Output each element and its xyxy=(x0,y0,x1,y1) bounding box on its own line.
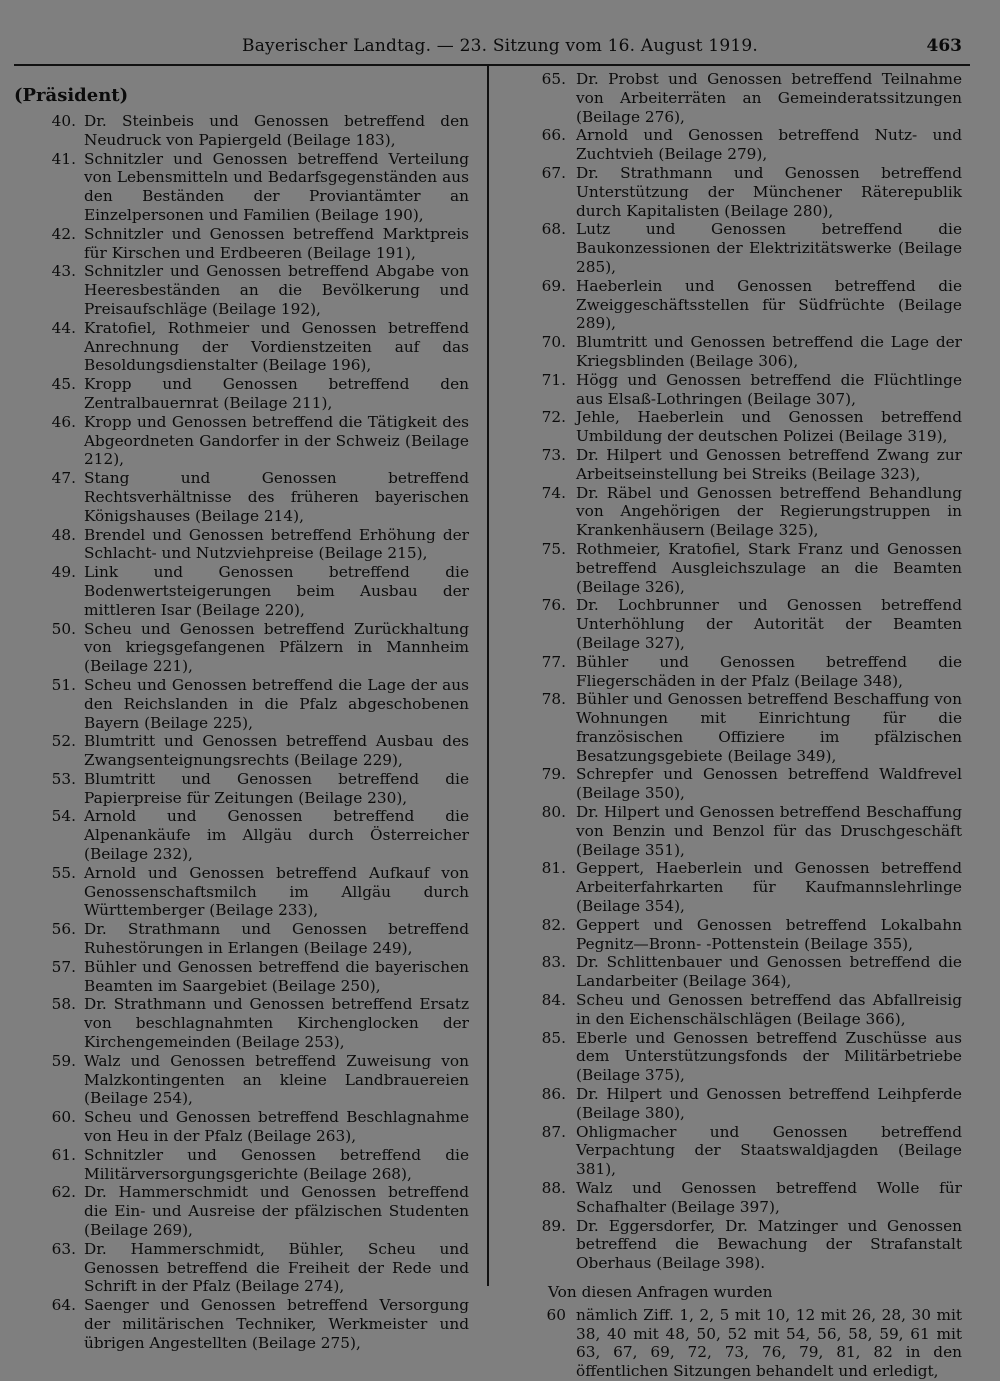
right-entry-list xyxy=(510,70,962,1273)
entry-item xyxy=(14,920,469,958)
entry-number: 72. xyxy=(541,408,566,427)
entry-text: Geppert und Genossen betreffend Lokalbahn Pegnitz—Bronn- -Pottenstein (Beilage 355), xyxy=(576,915,962,953)
entry-number: 65. xyxy=(541,70,566,88)
entry-text: Arnold und Genossen betreffend Aufkauf von Genossenschaftsmilch im Allgäu durch Württemberger (Beilage 233), xyxy=(84,863,469,920)
entry-item xyxy=(14,563,469,619)
entry-number: 42. xyxy=(51,224,76,243)
entry-item xyxy=(510,446,962,484)
entry-text: Ohligmacher und Genossen betreffend Verpachtung der Staatswaldjagden (Beilage 381), xyxy=(576,1122,962,1179)
entry-number: 41. xyxy=(51,149,76,168)
entry-number: 75. xyxy=(541,539,566,558)
entry-number: 64. xyxy=(51,1296,76,1315)
entry-text: Brendel und Genossen betreffend Erhöhung der Schlacht- und Nutzviehpreise (Beilage 215), xyxy=(84,525,469,563)
entry-text: Dr. Strathmann und Genossen betreffend Ruhestörungen in Erlangen (Beilage 249), xyxy=(84,920,469,958)
entry-text: Dr. Eggersdorfer, Dr. Matzinger und Genossen betreffend die Bewachung der Strafanstalt Oberhaus (Beilage 398). xyxy=(576,1216,962,1273)
entry-item xyxy=(14,1240,469,1296)
entry-item xyxy=(14,225,469,263)
entry-item xyxy=(510,220,962,276)
entry-text: Dr. Strathmann und Genossen betreffend Unterstützung der Münchener Räterepublik durch Kapitalisten (Beilage 280), xyxy=(576,163,962,220)
entry-text: Scheu und Genossen betreffend Zurückhaltung von kriegsgefangenen Pfälzern in Mannheim (Beilage 221), xyxy=(84,619,469,676)
entry-number: 56. xyxy=(51,920,76,939)
entry-item xyxy=(14,112,469,150)
entry-number: 86. xyxy=(541,1085,566,1104)
entry-item xyxy=(510,484,962,540)
entry-text: Dr. Lochbrunner und Genossen betreffend Unterhöhlung der Autorität der Beamten (Beilage 327), xyxy=(576,596,962,652)
entry-text: Dr. Hilpert und Genossen betreffend Zwang zur Arbeitseinstellung bei Streiks (Beilage 323), xyxy=(576,445,962,483)
entry-number: 89. xyxy=(541,1216,566,1235)
entry-number: 44. xyxy=(51,318,76,337)
entry-number: 78. xyxy=(541,690,566,709)
entry-item xyxy=(14,732,469,770)
entry-text: Dr. Hilpert und Genossen betreffend Beschaffung von Benzin und Benzol für das Druschgeschäft (Beilage 351), xyxy=(576,803,962,859)
entry-item xyxy=(510,277,962,333)
entry-number: 80. xyxy=(541,803,566,822)
entry-item xyxy=(510,1029,962,1085)
entry-text: Blumtritt und Genossen betreffend Ausbau des Zwangsenteignungsrechts (Beilage 229), xyxy=(84,732,469,770)
entry-item xyxy=(14,526,469,564)
entry-number: 57. xyxy=(51,957,76,976)
entry-item xyxy=(510,859,962,915)
entry-text: Scheu und Genossen betreffend die Lage der aus den Reichslanden in die Pfalz abgeschobenen Bayern (Beilage 225), xyxy=(84,675,469,732)
entry-item xyxy=(510,333,962,371)
entry-text: Schnitzler und Genossen betreffend Verteilung von Lebensmitteln und Bedarfsgegenständen aus den Beständen der Proviantämter an Einzelpersonen und Familien (Beilage 190), xyxy=(84,149,469,224)
entry-number: 55. xyxy=(51,863,76,882)
entry-number: 43. xyxy=(51,262,76,281)
entry-text: Scheu und Genossen betreffend das Abfallreisig in den Eichenschälschlägen (Beilage 366), xyxy=(576,991,962,1028)
entry-item xyxy=(14,469,469,525)
entry-number: 40. xyxy=(51,112,76,130)
entry-number: 76. xyxy=(541,596,566,615)
entry-item xyxy=(510,991,962,1029)
entry-item xyxy=(510,1085,962,1123)
left-column xyxy=(14,70,469,1353)
entry-text: Dr. Steinbeis und Genossen betreffend den Neudruck von Papiergeld (Beilage 183), xyxy=(84,112,469,149)
entry-text: Högg und Genossen betreffend die Flüchtlinge aus Elsaß-Lothringen (Beilage 307), xyxy=(576,370,962,408)
entry-item xyxy=(510,70,962,126)
entry-text: Dr. Probst und Genossen betreffend Teilnahme von Arbeiterräten an Gemeinderatssitzungen (Beilage 276), xyxy=(576,70,962,126)
column-divider xyxy=(487,66,489,1286)
entry-item xyxy=(510,1179,962,1217)
entry-number: 59. xyxy=(51,1051,76,1070)
entry-text: Schnitzler und Genossen betreffend die Militärversorgungsgerichte (Beilage 268), xyxy=(84,1145,469,1183)
entry-text: Schnitzler und Genossen betreffend Abgabe von Heeresbeständen an die Bevölkerung und Preisaufschläge (Beilage 192), xyxy=(84,262,469,318)
entry-number: 83. xyxy=(541,953,566,972)
entry-text: Dr. Hammerschmidt und Genossen betreffend die Ein- und Ausreise der pfälzischen Studenten (Beilage 269), xyxy=(84,1183,469,1240)
entry-item xyxy=(14,807,469,863)
entry-number: 85. xyxy=(541,1028,566,1047)
entry-number: 66. xyxy=(541,126,566,145)
entry-number: 47. xyxy=(51,469,76,488)
entry-text: Kropp und Genossen betreffend die Tätigkeit des Abgeordneten Gandorfer in der Schweiz (Beilage 212), xyxy=(84,412,469,469)
entry-text: Arnold und Genossen betreffend Nutz- und Zuchtvieh (Beilage 279), xyxy=(576,126,962,164)
entry-number: 45. xyxy=(51,375,76,394)
entry-text: Eberle und Genossen betreffend Zuschüsse aus dem Unterstützungsfonds der Militärbetriebe (Beilage 375), xyxy=(576,1028,962,1085)
entry-text: Jehle, Haeberlein und Genossen betreffend Umbildung der deutschen Polizei (Beilage 319), xyxy=(576,408,962,446)
entry-text: Walz und Genossen betreffend Zuweisung von Malzkontingenten an kleine Landbrauereien (Beilage 254), xyxy=(84,1051,469,1108)
entry-number: 48. xyxy=(51,525,76,544)
entry-text: Schnitzler und Genossen betreffend Marktpreis für Kirschen und Erdbeeren (Beilage 191), xyxy=(84,224,469,262)
entry-text: Lutz und Genossen betreffend die Baukonzessionen der Elektrizitätswerke (Beilage 285), xyxy=(576,220,962,276)
entry-number: 50. xyxy=(51,619,76,638)
entry-number: 79. xyxy=(541,765,566,784)
entry-item xyxy=(14,1052,469,1108)
summary-entry xyxy=(510,1306,962,1381)
entry-item xyxy=(14,995,469,1051)
entry-item xyxy=(510,953,962,991)
entry-text: Rothmeier, Kratofiel, Stark Franz und Genossen betreffend Ausgleichszulage an die Beamten (Beilage 326), xyxy=(576,539,962,596)
entry-number: 71. xyxy=(541,370,566,389)
summary-number: 60 xyxy=(546,1305,566,1324)
entry-number: 53. xyxy=(51,769,76,788)
entry-text: Dr. Hammerschmidt, Bühler, Scheu und Genossen betreffend die Freiheit der Rede und Schrift in der Pfalz (Beilage 274), xyxy=(84,1239,469,1296)
entry-text: Dr. Hilpert und Genossen betreffend Leihpferde (Beilage 380), xyxy=(576,1085,962,1122)
entry-item xyxy=(510,690,962,765)
entry-number: 58. xyxy=(51,995,76,1014)
entry-number: 77. xyxy=(541,652,566,671)
entry-text: Geppert, Haeberlein und Genossen betreffend Arbeiterfahrkarten für Kaufmannslehrlinge (Beilage 354), xyxy=(576,859,962,916)
entry-item xyxy=(510,540,962,596)
entry-text: Haeberlein und Genossen betreffend die Zweiggeschäftsstellen für Südfrüchte (Beilage 289), xyxy=(576,276,962,333)
right-column xyxy=(510,70,962,1381)
entry-number: 87. xyxy=(541,1122,566,1141)
entry-number: 81. xyxy=(541,859,566,878)
entry-item xyxy=(510,596,962,652)
entry-number: 63. xyxy=(51,1239,76,1258)
entry-item xyxy=(14,413,469,469)
entry-text: Dr. Strathmann und Genossen betreffend Ersatz von beschlagnahmten Kirchenglocken der Kirchengemeinden (Beilage 253), xyxy=(84,995,469,1052)
entry-item xyxy=(14,1296,469,1352)
entry-item xyxy=(510,126,962,164)
entry-number: 69. xyxy=(541,276,566,295)
summary-text: nämlich Ziff. 1, 2, 5 mit 10, 12 mit 26, 28, 30 mit 38, 40 mit 48, 50, 52 mit 54, 56, 58, 59, 61 mit 63, 67, 69, 72, 73, 76, 79, 81, 82 in den öffentlichen Sitzungen behandelt und erledigt, xyxy=(576,1305,962,1381)
entry-text: Schrepfer und Genossen betreffend Waldfrevel (Beilage 350), xyxy=(576,765,962,803)
entry-item xyxy=(14,1183,469,1239)
entry-item xyxy=(510,371,962,409)
entry-text: Bühler und Genossen betreffend die bayerischen Beamten im Saargebiet (Beilage 250), xyxy=(84,957,469,995)
entry-number: 67. xyxy=(541,163,566,182)
entry-text: Bühler und Genossen betreffend die Fliegerschäden in der Pfalz (Beilage 348), xyxy=(576,652,962,690)
entry-number: 49. xyxy=(51,563,76,582)
header-title: Bayerischer Landtag. — 23. Sitzung vom 16. August 1919. xyxy=(242,36,758,56)
entry-text: Bühler und Genossen betreffend Beschaffung von Wohnungen mit Einrichtung für die französischen Offiziere im pfälzischen Besatzungsgebiete (Beilage 349), xyxy=(576,690,962,765)
entry-number: 82. xyxy=(541,915,566,934)
page-number: 463 xyxy=(926,36,962,56)
entry-item xyxy=(14,770,469,808)
entry-text: Link und Genossen betreffend die Bodenwertsteigerungen beim Ausbau der mittleren Isar (Beilage 220), xyxy=(84,563,469,619)
header-rule xyxy=(14,64,970,66)
entry-item xyxy=(14,262,469,318)
entry-number: 68. xyxy=(541,220,566,239)
entry-text: Stang und Genossen betreffend Rechtsverhältnisse des früheren bayerischen Königshauses (Beilage 214), xyxy=(84,469,469,525)
entry-text: Scheu und Genossen betreffend Beschlagnahme von Heu in der Pfalz (Beilage 263), xyxy=(84,1108,469,1146)
entry-number: 62. xyxy=(51,1183,76,1202)
entry-number: 73. xyxy=(541,445,566,464)
entry-item xyxy=(510,653,962,691)
entry-item xyxy=(14,375,469,413)
entry-number: 84. xyxy=(541,991,566,1010)
entry-item xyxy=(14,150,469,225)
entry-text: Walz und Genossen betreffend Wolle für Schafhalter (Beilage 397), xyxy=(576,1179,962,1216)
running-header xyxy=(0,36,1000,60)
entry-item xyxy=(510,164,962,220)
entry-item xyxy=(14,676,469,732)
entry-text: Kratofiel, Rothmeier und Genossen betreffend Anrechnung der Vordienstzeiten auf das Besoldungsdienstalter (Beilage 196), xyxy=(84,318,469,375)
entry-text: Blumtritt und Genossen betreffend die Lage der Kriegsblinden (Beilage 306), xyxy=(576,333,962,370)
entry-item xyxy=(14,1146,469,1184)
entry-text: Arnold und Genossen betreffend die Alpenankäufe im Allgäu durch Österreicher (Beilage 232), xyxy=(84,807,469,864)
entry-item xyxy=(14,620,469,676)
summary-intro: Von diesen Anfragen wurden xyxy=(548,1283,773,1301)
entry-number: 88. xyxy=(541,1179,566,1198)
entry-number: 60. xyxy=(51,1108,76,1127)
entry-item xyxy=(510,408,962,446)
entry-item xyxy=(14,958,469,996)
entry-number: 70. xyxy=(541,333,566,352)
entry-item xyxy=(14,319,469,375)
entry-text: Saenger und Genossen betreffend Versorgung der militärischen Techniker, Werkmeister und übrigen Angestellten (Beilage 275), xyxy=(84,1296,469,1352)
entry-number: 61. xyxy=(51,1145,76,1164)
entry-item xyxy=(510,765,962,803)
entry-item xyxy=(14,864,469,920)
entry-number: 46. xyxy=(51,412,76,431)
entry-text: Blumtritt und Genossen betreffend die Papierpreise für Zeitungen (Beilage 230), xyxy=(84,769,469,807)
entry-text: Dr. Schlittenbauer und Genossen betreffend die Landarbeiter (Beilage 364), xyxy=(576,953,962,991)
entry-text: Kropp und Genossen betreffend den Zentralbauernrat (Beilage 211), xyxy=(84,375,469,412)
entry-item xyxy=(510,916,962,954)
entry-item xyxy=(14,1108,469,1146)
entry-item xyxy=(510,803,962,859)
entry-number: 74. xyxy=(541,483,566,502)
section-label: (Präsident) xyxy=(14,85,129,106)
entry-number: 51. xyxy=(51,675,76,694)
entry-item xyxy=(510,1217,962,1273)
entry-number: 54. xyxy=(51,807,76,826)
entry-text: Dr. Räbel und Genossen betreffend Behandlung von Angehörigen der Regierungstruppen in Krankenhäusern (Beilage 325), xyxy=(576,483,962,540)
entry-item xyxy=(510,1123,962,1179)
entry-number: 52. xyxy=(51,732,76,751)
